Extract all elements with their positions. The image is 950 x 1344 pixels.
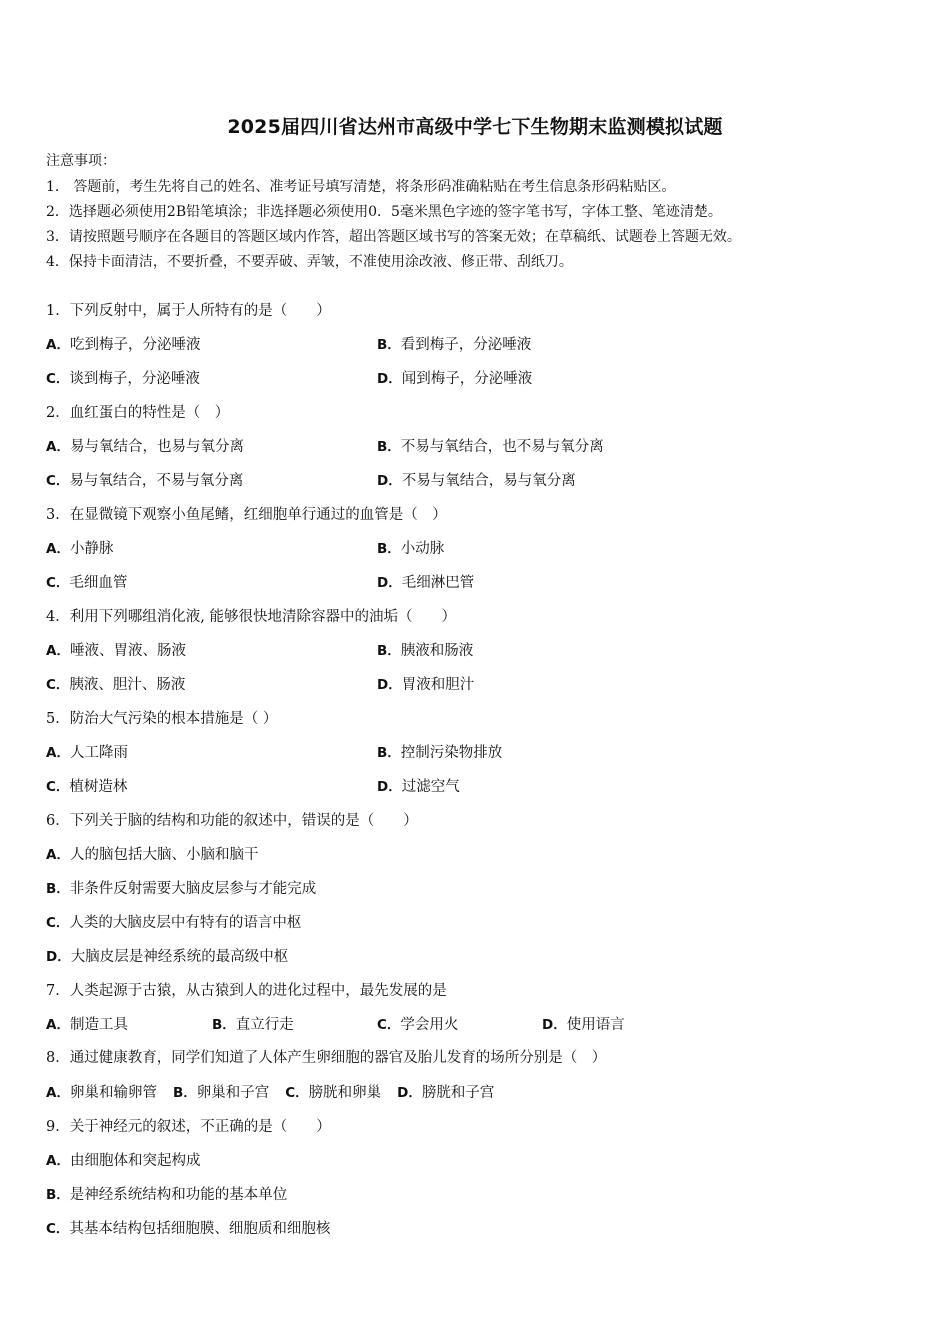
option-label: D． — [377, 779, 402, 795]
question-1-option-a[interactable] — [46, 336, 200, 354]
option-label: B． — [172, 1085, 197, 1101]
option-label: A． — [46, 1017, 70, 1033]
option-text: 膀胱和卵巢 — [308, 1085, 382, 1101]
question-7-option-c[interactable] — [377, 1016, 458, 1034]
option-text: 非条件反射需要大脑皮层参与才能完成 — [69, 881, 317, 897]
option-text: 直立行走 — [235, 1017, 294, 1033]
option-text: 控制污染物排放 — [400, 745, 503, 761]
question-8-options — [46, 1084, 510, 1102]
option-text: 卵巢和子宫 — [196, 1085, 270, 1101]
option-text: 不易与氧结合，易与氧分离 — [401, 473, 576, 489]
notice-item-3: 3．请按照题号顺序在各题目的答题区域内作答，超出答题区域书写的答案无效；在草稿纸、试题卷上答题无效。 — [46, 229, 741, 245]
option-label: B． — [377, 745, 401, 761]
option-label: A． — [46, 745, 70, 761]
question-2-option-b[interactable] — [377, 438, 604, 456]
option-text: 胰液和肠液 — [400, 643, 474, 659]
question-3-option-a[interactable] — [46, 540, 113, 558]
option-text: 胃液和胆汁 — [401, 677, 475, 693]
question-3-option-b[interactable] — [377, 540, 444, 558]
option-text: 植树造林 — [69, 779, 128, 795]
question-3-option-c[interactable] — [46, 574, 127, 592]
notice-item-2: 2．选择题必须使用2B铅笔填涂；非选择题必须使用0．5毫米黑色字迹的签字笔书写，字体工整、笔迹清楚。 — [46, 204, 722, 220]
question-9-option-b[interactable] — [46, 1186, 287, 1204]
option-label: D． — [377, 575, 402, 591]
question-4-option-a[interactable] — [46, 642, 186, 660]
option-text: 人的脑包括大脑、小脑和脑干 — [69, 847, 259, 863]
question-8-option-b[interactable] — [173, 1085, 269, 1101]
question-2-stem: 2．血红蛋白的特性是（ ） — [46, 405, 230, 421]
question-4-option-b[interactable] — [377, 642, 473, 660]
question-7-option-b[interactable] — [212, 1016, 294, 1034]
question-6-stem: 6．下列关于脑的结构和功能的叙述中，错误的是（ ） — [46, 813, 418, 829]
option-label: C． — [46, 575, 70, 591]
question-4-stem: 4．利用下列哪组消化液, 能够很快地清除容器中的油垢（ ） — [46, 609, 456, 625]
question-1-option-d[interactable] — [377, 370, 532, 388]
option-label: D． — [46, 949, 71, 965]
option-label: A． — [46, 847, 70, 863]
option-text: 是神经系统结构和功能的基本单位 — [69, 1187, 288, 1203]
question-8-stem: 8．通过健康教育，同学们知道了人体产生卵细胞的器官及胎儿发育的场所分别是（ ） — [46, 1050, 607, 1066]
option-label: A． — [46, 439, 70, 455]
option-text: 人工降雨 — [69, 745, 128, 761]
option-label: B． — [377, 643, 401, 659]
option-label: C． — [285, 1085, 309, 1101]
question-7-stem: 7．人类起源于古猿，从古猿到人的进化过程中，最先发展的是 — [46, 983, 447, 999]
option-text: 毛细淋巴管 — [401, 575, 475, 591]
option-label: D． — [377, 677, 402, 693]
question-9-stem: 9．关于神经元的叙述，不正确的是（ ） — [46, 1119, 331, 1135]
option-label: D． — [397, 1085, 422, 1101]
question-8-option-d[interactable] — [397, 1085, 494, 1101]
notice-item-1: 1． 答题前，考生先将自己的姓名、准考证号填写清楚，将条形码准确粘贴在考生信息条形码粘贴区。 — [46, 179, 676, 195]
option-text: 由细胞体和突起构成 — [69, 1153, 201, 1169]
option-label: C． — [46, 677, 70, 693]
option-label: B． — [46, 1187, 70, 1203]
question-2-option-c[interactable] — [46, 472, 243, 490]
option-text: 其基本结构包括细胞膜、细胞质和细胞核 — [69, 1221, 331, 1237]
option-text: 胰液、胆汁、肠液 — [69, 677, 186, 693]
option-text: 吃到梅子，分泌唾液 — [69, 337, 201, 353]
option-label: A． — [46, 643, 70, 659]
question-1-option-c[interactable] — [46, 370, 200, 388]
option-label: B． — [377, 541, 401, 557]
question-2-option-a[interactable] — [46, 438, 244, 456]
question-7-option-a[interactable] — [46, 1016, 128, 1034]
option-text: 膀胱和子宫 — [421, 1085, 495, 1101]
option-label: C． — [46, 779, 70, 795]
option-text: 大脑皮层是神经系统的最高级中枢 — [70, 949, 289, 965]
option-label: B． — [377, 439, 401, 455]
option-label: B． — [377, 337, 401, 353]
question-2-option-d[interactable] — [377, 472, 576, 490]
option-label: A． — [46, 1153, 70, 1169]
notice-heading: 注意事项： — [46, 153, 116, 169]
question-8-option-c[interactable] — [285, 1085, 381, 1101]
question-5-option-c[interactable] — [46, 778, 127, 796]
option-label: B． — [46, 881, 70, 897]
question-6-option-d[interactable] — [46, 948, 288, 966]
option-text: 谈到梅子，分泌唾液 — [69, 371, 200, 387]
question-4-option-d[interactable] — [377, 676, 474, 694]
question-3-option-d[interactable] — [377, 574, 474, 592]
option-label: C． — [46, 915, 70, 931]
question-9-option-a[interactable] — [46, 1152, 200, 1170]
option-label: B． — [212, 1017, 236, 1033]
notice-item-4: 4．保持卡面清洁，不要折叠，不要弄破、弄皱，不准使用涂改液、修正带、刮纸刀。 — [46, 254, 573, 270]
option-label: D． — [542, 1017, 567, 1033]
question-5-option-b[interactable] — [377, 744, 502, 762]
option-text: 过滤空气 — [401, 779, 460, 795]
option-label: C． — [46, 371, 70, 387]
question-5-stem: 5．防治大气污染的根本措施是（ ） — [46, 711, 278, 727]
question-1-stem: 1．下列反射中，属于人所特有的是（ ） — [46, 303, 331, 319]
option-label: D． — [377, 473, 402, 489]
option-text: 使用语言 — [566, 1017, 625, 1033]
option-text: 制造工具 — [69, 1017, 128, 1033]
option-text: 易与氧结合，也易与氧分离 — [69, 439, 244, 455]
option-text: 不易与氧结合，也不易与氧分离 — [400, 439, 604, 455]
option-text: 闻到梅子，分泌唾液 — [401, 371, 533, 387]
question-8-option-a[interactable] — [46, 1085, 157, 1101]
option-text: 毛细血管 — [69, 575, 128, 591]
option-label: C． — [46, 473, 70, 489]
question-3-stem: 3．在显微镜下观察小鱼尾鳍，红细胞单行通过的血管是（ ） — [46, 507, 447, 523]
option-text: 学会用火 — [400, 1017, 459, 1033]
page-title: 2025届四川省达州市高级中学七下生物期末监测模拟试题 — [227, 116, 723, 138]
option-text: 人类的大脑皮层中有特有的语言中枢 — [69, 915, 302, 931]
option-label: A． — [46, 1085, 70, 1101]
option-text: 易与氧结合，不易与氧分离 — [69, 473, 244, 489]
option-label: A． — [46, 337, 70, 353]
question-9-option-c[interactable] — [46, 1220, 330, 1238]
question-6-option-b[interactable] — [46, 880, 316, 898]
question-7-option-d[interactable] — [542, 1016, 625, 1034]
option-label: C． — [46, 1221, 70, 1237]
question-4-option-c[interactable] — [46, 676, 185, 694]
option-text: 卵巢和输卵管 — [69, 1085, 157, 1101]
option-text: 看到梅子，分泌唾液 — [400, 337, 532, 353]
question-1-option-b[interactable] — [377, 336, 531, 354]
option-label: D． — [377, 371, 402, 387]
question-5-option-a[interactable] — [46, 744, 128, 762]
option-label: A． — [46, 541, 70, 557]
option-text: 小静脉 — [69, 541, 114, 557]
question-6-option-a[interactable] — [46, 846, 258, 864]
option-text: 唾液、胃液、肠液 — [69, 643, 186, 659]
question-5-option-d[interactable] — [377, 778, 460, 796]
option-text: 小动脉 — [400, 541, 445, 557]
option-label: C． — [377, 1017, 401, 1033]
question-6-option-c[interactable] — [46, 914, 301, 932]
